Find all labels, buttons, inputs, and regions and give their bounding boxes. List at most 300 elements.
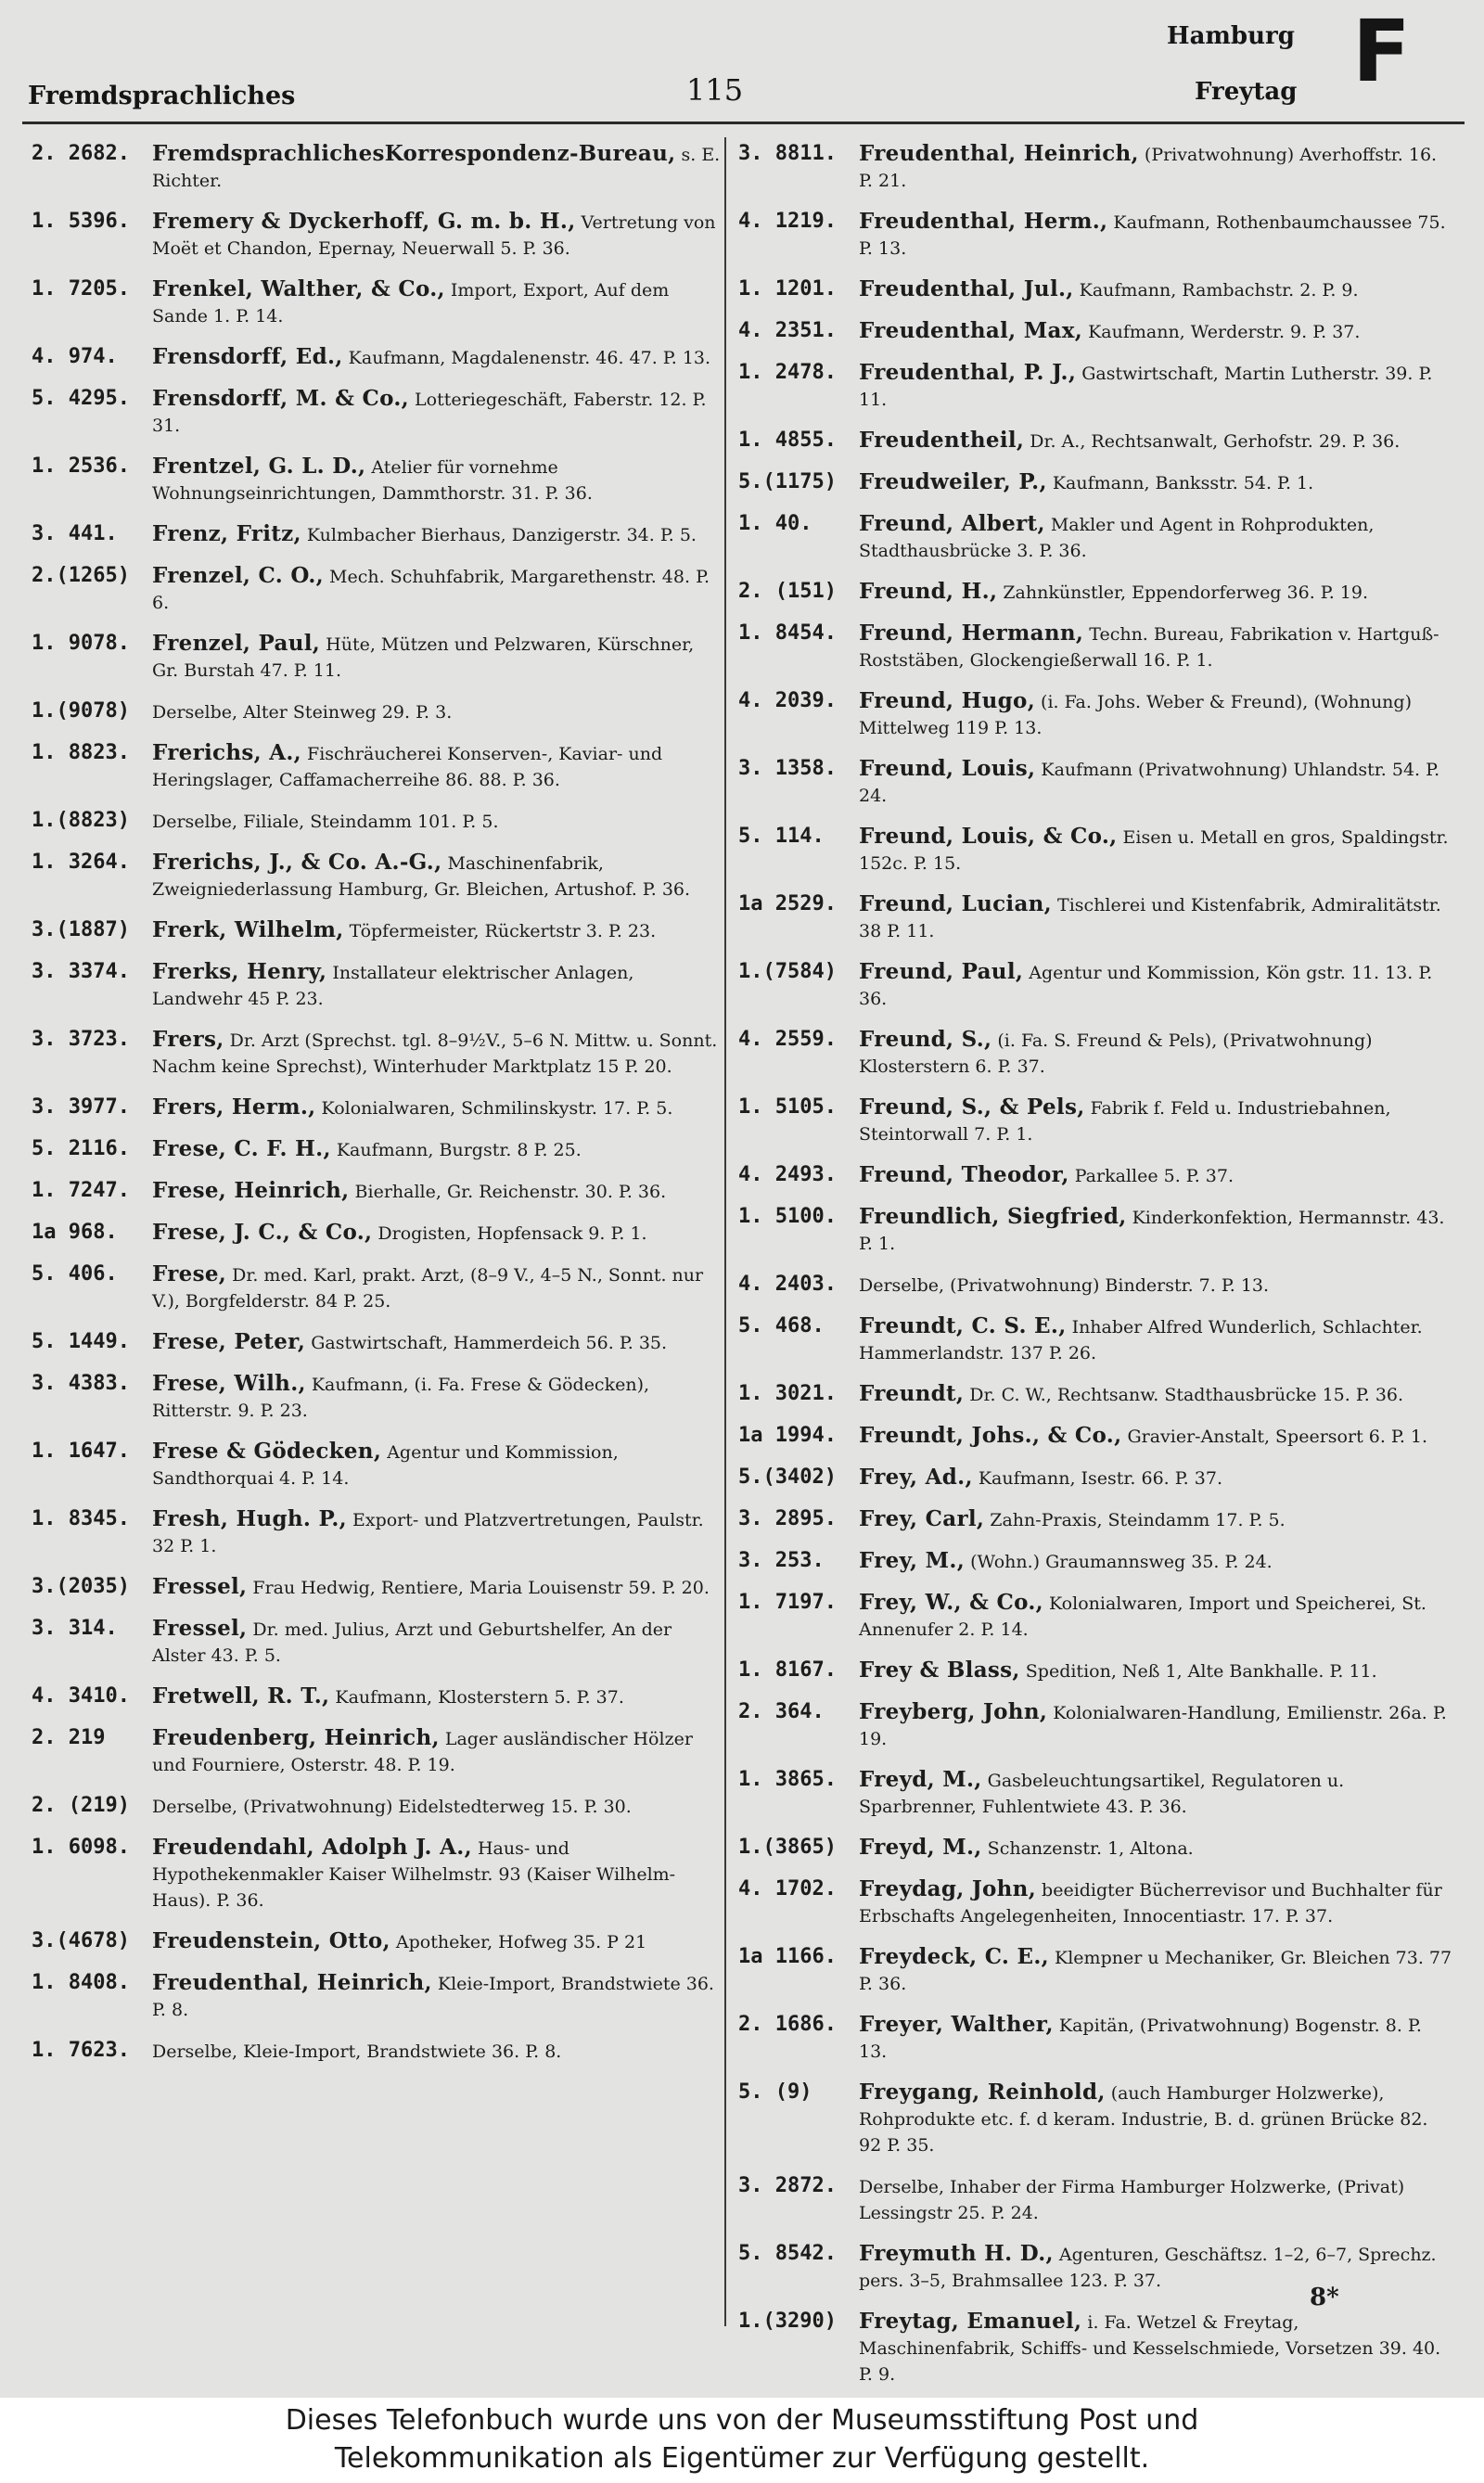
entry-body — [859, 141, 1452, 194]
phone-number: 2. 1686. — [738, 2013, 837, 2036]
entry-body — [859, 1204, 1452, 1257]
subscriber-name: Freygang, Reinhold, — [859, 2080, 1106, 2105]
phone-number: 1. 8823. — [32, 741, 130, 764]
subscriber-name: Frey, Ad., — [859, 1465, 973, 1490]
entry-body — [152, 959, 725, 1012]
subscriber-details: Agentur und Kommission, Kön gstr. 11. 13. P. 36. — [859, 963, 1433, 1009]
subscriber-details: Klempner u Mechaniker, Gr. Bleichen 73. 77 P. 36. — [859, 1948, 1452, 1994]
entry-body — [152, 1793, 725, 1820]
entry-body — [859, 1465, 1452, 1491]
subscriber-name: Freyd, M., — [859, 1767, 982, 1792]
subscriber-name: Frerichs, J., & Co. A.-G., — [152, 850, 442, 875]
listing-entry — [32, 386, 725, 439]
entry-body — [859, 2173, 1452, 2226]
listing-entry — [32, 276, 725, 329]
subscriber-details: Gastwirtschaft, Hammerdeich 56. P. 35. — [311, 1333, 668, 1353]
entry-body — [152, 1220, 725, 1247]
subscriber-details: Kaufmann, Burgstr. 8 P. 25. — [336, 1140, 582, 1160]
subscriber-details: Vertretung von Moët et Chandon, Epernay, Neuerwall 5. P. 36. — [152, 212, 716, 259]
phone-number: 1. 4855. — [738, 429, 837, 452]
entry-body — [859, 318, 1452, 345]
phone-number: 1. 5100. — [738, 1205, 837, 1228]
subscriber-name: Freyberg, John, — [859, 1699, 1048, 1724]
phone-number: 3. 4383. — [32, 1372, 130, 1395]
subscriber-details: Hüte, Mützen und Pelzwaren, Kürschner, Gr. Burstah 47. P. 11. — [152, 634, 695, 681]
subscriber-name: Fressel, — [152, 1574, 248, 1599]
listing-entry — [32, 344, 725, 371]
phone-number: 2. (219) — [32, 1794, 130, 1817]
subscriber-details: Derselbe, Kleie-Import, Brandstwiete 36. P. 8. — [152, 2041, 562, 2062]
listing-entry — [32, 1928, 725, 1955]
subscriber-name: Frensdorff, M. & Co., — [152, 386, 409, 411]
subscriber-name: Freudenthal, Jul., — [859, 276, 1074, 301]
subscriber-details: Makler und Agent in Rohprodukten, Stadthausbrücke 3. P. 36. — [859, 515, 1375, 561]
entry-body — [859, 360, 1452, 413]
entry-body — [859, 209, 1452, 262]
phone-number: 2. (151) — [738, 580, 837, 603]
entry-body — [859, 276, 1452, 303]
subscriber-name: Freund, Louis, — [859, 756, 1036, 781]
entry-body — [859, 579, 1452, 606]
listing-entry — [738, 1313, 1452, 1366]
subscriber-details: Kleie-Import, Brandstwiete 36. P. 8. — [152, 1974, 714, 2020]
subscriber-details: Haus- und Hypothekenmakler Kaiser Wilhelmstr. 93 (Kaiser Wilhelm-Haus). P. 36. — [152, 1838, 676, 1911]
entry-body — [152, 563, 725, 616]
listing-entry — [32, 209, 725, 262]
entry-body — [859, 1590, 1452, 1643]
subscriber-name: Frese & Gödecken, — [152, 1439, 382, 1464]
listing-entry — [738, 756, 1452, 809]
subscriber-name: Frers, — [152, 1027, 224, 1052]
listing-entry — [32, 1970, 725, 2023]
entry-body — [859, 1548, 1452, 1575]
subscriber-details: Dr. A., Rechtsanwalt, Gerhofstr. 29. P. 36. — [1030, 431, 1401, 452]
subscriber-details: s. E. Richter. — [152, 145, 721, 191]
subscriber-details: Mech. Schuhfabrik, Margarethenstr. 48. P. 6. — [152, 567, 710, 613]
subscriber-details: Kinderkonfektion, Hermannstr. 43. P. 1. — [859, 1208, 1445, 1254]
subscriber-name: Freundt, C. S. E., — [859, 1313, 1067, 1338]
phone-number: 1a 2529. — [738, 892, 837, 915]
listing-entry — [32, 808, 725, 835]
page-number: 115 — [686, 72, 744, 108]
subscriber-name: Freundt, — [859, 1381, 965, 1406]
listing-entry — [738, 1272, 1452, 1299]
listing-entry — [738, 1027, 1452, 1080]
subscriber-name: Frensdorff, Ed., — [152, 344, 343, 369]
entry-body — [152, 1371, 725, 1424]
entry-body — [152, 1506, 725, 1559]
subscriber-name: Freund, Louis, & Co., — [859, 824, 1118, 849]
phone-number: 1.(8823) — [32, 809, 130, 832]
entry-body — [152, 1094, 725, 1121]
listing-entry — [32, 1371, 725, 1424]
entry-body — [859, 756, 1452, 809]
listing-entry — [32, 959, 725, 1012]
entry-body — [859, 1657, 1452, 1684]
phone-number: 4. 2559. — [738, 1028, 837, 1051]
entry-body — [152, 1835, 725, 1913]
subscriber-name: Freymuth H. D., — [859, 2241, 1054, 2266]
subscriber-details: Zahnkünstler, Eppendorferweg 36. P. 19. — [1003, 582, 1368, 603]
entry-body — [152, 1439, 725, 1491]
entry-body — [152, 521, 725, 548]
phone-number: 1. 3264. — [32, 851, 130, 874]
phone-number: 1. 8345. — [32, 1507, 130, 1530]
subscriber-details: Apotheker, Hofweg 35. P 21 — [395, 1932, 647, 1952]
listing-entry — [738, 1767, 1452, 1820]
subscriber-details: Parkallee 5. P. 37. — [1074, 1166, 1235, 1186]
city-heading: Hamburg — [1167, 22, 1295, 50]
entry-body — [859, 1944, 1452, 1997]
listing-entry — [32, 631, 725, 684]
subscriber-name: Frey, W., & Co., — [859, 1590, 1043, 1615]
phone-number: 1. 8454. — [738, 621, 837, 645]
phone-number: 5. 114. — [738, 825, 825, 848]
subscriber-name: Freund, Theodor, — [859, 1162, 1069, 1187]
entry-body — [859, 2241, 1452, 2294]
phone-number: 1. 3865. — [738, 1768, 837, 1791]
phone-number: 5.(1175) — [738, 470, 837, 493]
subscriber-details: Kolonialwaren, Schmilinskystr. 17. P. 5. — [321, 1098, 673, 1119]
listing-entry — [32, 1439, 725, 1491]
entry-body — [152, 1616, 725, 1669]
subscriber-name: Frey & Blass, — [859, 1657, 1020, 1683]
entry-body — [859, 1506, 1452, 1533]
subscriber-name: Frese, Peter, — [152, 1329, 306, 1354]
entry-body — [859, 1876, 1452, 1929]
subscriber-name: Freyer, Walther, — [859, 2012, 1054, 2037]
listing-entry — [738, 1506, 1452, 1533]
subscriber-details: Fabrik f. Feld u. Industriebahnen, Steintorwall 7. P. 1. — [859, 1098, 1391, 1145]
listing-entry — [738, 141, 1452, 194]
entry-body — [152, 1136, 725, 1163]
entry-body — [859, 428, 1452, 454]
entry-body — [152, 2038, 725, 2065]
entry-body — [859, 1313, 1452, 1366]
subscriber-name: Frey, Carl, — [859, 1506, 985, 1531]
entry-body — [152, 386, 725, 439]
entry-body — [859, 621, 1452, 673]
subscriber-name: Freund, Paul, — [859, 959, 1024, 984]
subscriber-name: Freudendahl, Adolph J. A., — [152, 1835, 472, 1860]
subscriber-details: Dr. C. W., Rechtsanw. Stadthausbrücke 15. P. 36. — [969, 1385, 1404, 1405]
listing-entry — [738, 1590, 1452, 1643]
subscriber-details: i. Fa. Wetzel & Freytag, Maschinenfabrik, Schiffs- und Kesselschmiede, Vorsetzen 39. 40. P. 9. — [859, 2312, 1441, 2385]
listing-entry — [32, 563, 725, 616]
listing-entry — [738, 511, 1452, 564]
subscriber-details: Export- und Platzvertretungen, Paulstr. 32 P. 1. — [152, 1510, 704, 1556]
subscriber-name: Freydeck, C. E., — [859, 1944, 1049, 1969]
subscriber-name: Frenkel, Walther, & Co., — [152, 276, 445, 301]
listing-entry — [738, 469, 1452, 496]
phone-number: 3. 253. — [738, 1549, 825, 1572]
phone-number: 1.(3865) — [738, 1836, 837, 1859]
entry-body — [859, 891, 1452, 944]
subscriber-name: Frerks, Henry, — [152, 959, 327, 984]
listing-entry — [32, 1835, 725, 1913]
subscriber-details: Kaufmann, Klosterstern 5. P. 37. — [335, 1687, 624, 1708]
phone-number: 4. 2351. — [738, 319, 837, 342]
index-letter: F — [1352, 2, 1411, 101]
listing-entry — [738, 318, 1452, 345]
listing-entry — [32, 1616, 725, 1669]
subscriber-name: Freudentheil, — [859, 428, 1025, 453]
subscriber-name: Freudenberg, Heinrich, — [152, 1725, 440, 1750]
subscriber-details: Schanzenstr. 1, Altona. — [987, 1838, 1194, 1859]
phone-number: 4. 2493. — [738, 1163, 837, 1186]
listing-entry — [738, 2309, 1452, 2387]
subscriber-details: Agenturen, Geschäftsz. 1–2, 6–7, Sprechz. pers. 3–5, Brahmsallee 123. P. 37. — [859, 2245, 1437, 2291]
phone-number: 3. 3374. — [32, 960, 130, 983]
entry-body — [152, 1574, 725, 1601]
subscriber-details: Kaufmann, Rothenbaumchaussee 75. P. 13. — [859, 212, 1446, 259]
listing-entry — [32, 1094, 725, 1121]
section-title: Fremdsprachliches — [28, 82, 296, 110]
subscriber-name: Frers, Herm., — [152, 1094, 316, 1120]
subscriber-details: Agentur und Kommission, Sandthorquai 4. P. 14. — [152, 1442, 619, 1489]
page-mark: 8* — [1310, 2284, 1339, 2311]
phone-number: 3.(4678) — [32, 1929, 130, 1952]
subscriber-details: Derselbe, Alter Steinweg 29. P. 3. — [152, 702, 453, 723]
phone-number: 2.(1265) — [32, 564, 130, 587]
subscriber-name: Freydag, John, — [859, 1876, 1036, 1901]
subscriber-details: Import, Export, Auf dem Sande 1. P. 14. — [152, 280, 670, 326]
subscriber-details: Gasbeleuchtungsartikel, Regulatoren u. Sparbrenner, Fuhlentwiete 43. P. 36. — [859, 1771, 1345, 1817]
left-column — [32, 141, 725, 2080]
subscriber-details: (i. Fa. Johs. Weber & Freund), (Wohnung) Mittelweg 119 P. 13. — [859, 692, 1412, 738]
entry-body — [859, 1699, 1452, 1752]
subscriber-details: (auch Hamburger Holzwerke), Rohprodukte etc. f. d keram. Industrie, B. d. grünen Brücke 82. 92 P. 35. — [859, 2083, 1428, 2156]
listing-entry — [32, 454, 725, 506]
subscriber-details: Kaufmann, Banksstr. 54. P. 1. — [1052, 473, 1314, 493]
subscriber-name: Freund, Hugo, — [859, 688, 1035, 713]
phone-number: 2. 219 — [32, 1726, 106, 1749]
subscriber-details: Kapitän, (Privatwohnung) Bogenstr. 8. P. 13. — [859, 2016, 1422, 2062]
phone-number: 4. 1702. — [738, 1877, 837, 1901]
phone-number: 1. 6098. — [32, 1836, 130, 1859]
subscriber-details: Kaufmann, Rambachstr. 2. P. 9. — [1079, 280, 1359, 301]
listing-entry — [738, 579, 1452, 606]
entry-body — [859, 1423, 1452, 1450]
entry-body — [152, 1027, 725, 1080]
listing-entry — [738, 2173, 1452, 2226]
entry-body — [859, 959, 1452, 1012]
subscriber-name: Freundt, Johs., & Co., — [859, 1423, 1122, 1448]
subscriber-name: Frese, J. C., & Co., — [152, 1220, 373, 1245]
phone-number: 1. 5105. — [738, 1095, 837, 1119]
subscriber-name: Freytag, Emanuel, — [859, 2309, 1082, 2334]
subscriber-name: Frentzel, G. L. D., — [152, 454, 366, 479]
listing-entry — [32, 1178, 725, 1205]
entry-body — [859, 824, 1452, 877]
subscriber-details: Kaufmann, Werderstr. 9. P. 37. — [1088, 322, 1361, 342]
listing-entry — [32, 917, 725, 944]
subscriber-details: Eisen u. Metall en gros, Spaldingstr. 152c. P. 15. — [859, 827, 1449, 874]
subscriber-details: Kaufmann (Privatwohnung) Uhlandstr. 54. P. 24. — [859, 760, 1440, 806]
subscriber-name: Fressel, — [152, 1616, 248, 1641]
entry-body — [152, 631, 725, 684]
phone-number: 1. 8167. — [738, 1658, 837, 1682]
subscriber-details: Inhaber Alfred Wunderlich, Schlachter. Hammerlandstr. 137 P. 26. — [859, 1317, 1423, 1363]
phone-number: 3. 314. — [32, 1617, 118, 1640]
listing-entry — [32, 2038, 725, 2065]
listing-entry — [738, 1699, 1452, 1752]
phone-number: 1a 1994. — [738, 1424, 837, 1447]
listing-entry — [32, 850, 725, 902]
footer-line-1: Dieses Telefonbuch wurde uns von der Museumsstiftung Post und — [285, 2404, 1199, 2437]
entry-body — [152, 808, 725, 835]
entry-body — [152, 698, 725, 725]
listing-entry — [738, 959, 1452, 1012]
subscriber-details: Dr. med. Karl, prakt. Arzt, (8–9 V., 4–5 N., Sonnt. nur V.), Borgfelderstr. 84 P. 25. — [152, 1265, 704, 1312]
phone-number: 1. 40. — [738, 512, 812, 535]
subscriber-details: Töpfermeister, Rückertstr 3. P. 23. — [349, 921, 657, 941]
subscriber-details: Techn. Bureau, Fabrikation v. Hartguß-Roststäben, Glockengießerwall 16. P. 1. — [859, 624, 1439, 671]
phone-number: 4. 3410. — [32, 1684, 130, 1708]
phone-number: 1.(7584) — [738, 960, 837, 983]
listing-entry — [738, 360, 1452, 413]
listing-entry — [738, 1381, 1452, 1408]
entry-body — [859, 2012, 1452, 2065]
phone-number: 1. 1647. — [32, 1440, 130, 1463]
listing-entry — [32, 141, 725, 194]
listing-entry — [738, 621, 1452, 673]
subscriber-name: Freudenthal, Heinrich, — [859, 141, 1139, 166]
right-column — [738, 141, 1452, 2402]
listing-entry — [738, 428, 1452, 454]
entry-body — [152, 1178, 725, 1205]
entry-body — [859, 1381, 1452, 1408]
listing-entry — [738, 2241, 1452, 2294]
listing-entry — [32, 521, 725, 548]
entry-body — [859, 469, 1452, 496]
entry-body — [859, 1272, 1452, 1299]
subscriber-name: Freudenthal, P. J., — [859, 360, 1077, 385]
listing-entry — [738, 1094, 1452, 1147]
subscriber-name: Freudenthal, Heinrich, — [152, 1970, 432, 1995]
subscriber-name: Freyd, M., — [859, 1835, 982, 1860]
subscriber-details: Tischlerei und Kistenfabrik, Admiralitätstr. 38 P. 11. — [859, 895, 1441, 941]
subscriber-name: Fretwell, R. T., — [152, 1683, 330, 1709]
ownership-footer — [0, 2398, 1484, 2483]
listing-entry — [738, 1162, 1452, 1189]
entry-body — [152, 1683, 725, 1710]
subscriber-details: (i. Fa. S. Freund & Pels), (Privatwohnung) Klosterstern 6. P. 37. — [859, 1030, 1373, 1077]
phone-number: 1. 1201. — [738, 277, 837, 301]
phone-number: 3.(2035) — [32, 1575, 130, 1598]
subscriber-details: Dr. med. Julius, Arzt und Geburtshelfer, An der Alster 43. P. 5. — [152, 1619, 672, 1666]
phone-number: 1a 968. — [32, 1221, 118, 1244]
subscriber-name: Freund, H., — [859, 579, 998, 604]
phone-number: 4. 2403. — [738, 1273, 837, 1296]
subscriber-details: (Wohn.) Graumannsweg 35. P. 24. — [970, 1552, 1273, 1572]
listing-entry — [738, 2080, 1452, 2158]
listing-entry — [738, 1548, 1452, 1575]
phone-number: 1. 2536. — [32, 454, 130, 478]
subscriber-details: beeidigter Bücherrevisor und Buchhalter für Erbschafts Angelegenheiten, Innocentiastr. 17. P. 37. — [859, 1880, 1442, 1926]
subscriber-name: Frese, Wilh., — [152, 1371, 306, 1396]
phone-number: 1. 7247. — [32, 1179, 130, 1202]
listing-entry — [738, 2012, 1452, 2065]
phone-number: 3. 1358. — [738, 757, 837, 780]
listing-entry — [738, 1835, 1452, 1862]
listing-entry — [738, 1204, 1452, 1257]
entry-body — [859, 2309, 1452, 2387]
subscriber-name: Frerichs, A., — [152, 740, 301, 765]
subscriber-details: (Privatwohnung) Averhoffstr. 16. P. 21. — [859, 145, 1438, 191]
listing-entry — [32, 1220, 725, 1247]
subscriber-name: Freund, S., & Pels, — [859, 1094, 1085, 1120]
subscriber-name: Freundlich, Siegfried, — [859, 1204, 1127, 1229]
subscriber-details: Fischräucherei Konserven-, Kaviar- und Heringslager, Caffamacherreihe 86. 88. P. 36. — [152, 744, 663, 790]
entry-body — [152, 276, 725, 329]
phone-number: 4. 1219. — [738, 210, 837, 233]
phone-number: 3. 3723. — [32, 1028, 130, 1051]
subscriber-details: Gastwirtschaft, Martin Lutherstr. 39. P. 11. — [859, 364, 1433, 410]
entry-body — [152, 141, 725, 194]
listing-entry — [32, 1329, 725, 1356]
subscriber-details: Atelier für vornehme Wohnungseinrichtungen, Dammthorstr. 31. P. 36. — [152, 457, 593, 504]
subscriber-details: Kolonialwaren, Import und Speicherei, St. Annenufer 2. P. 14. — [859, 1593, 1426, 1640]
subscriber-details: Gravier-Anstalt, Speersort 6. P. 1. — [1127, 1427, 1428, 1447]
phone-number: 3. 2872. — [738, 2174, 837, 2197]
phone-number: 1. 3021. — [738, 1382, 837, 1405]
subscriber-name: Freudenthal, Max, — [859, 318, 1083, 343]
listing-entry — [32, 740, 725, 793]
subscriber-name: Freund, S., — [859, 1027, 992, 1052]
subscriber-name: Frese, C. F. H., — [152, 1136, 331, 1161]
name-range-heading: Freytag — [1195, 78, 1298, 106]
header-rule — [22, 122, 1465, 124]
entry-body — [859, 1767, 1452, 1820]
subscriber-name: Fremery & Dyckerhoff, G. m. b. H., — [152, 209, 576, 234]
subscriber-details: Drogisten, Hopfensack 9. P. 1. — [377, 1223, 647, 1244]
phone-number: 5. 406. — [32, 1262, 118, 1286]
subscriber-details: Kaufmann, Magdalenenstr. 46. 47. P. 13. — [348, 348, 711, 368]
phone-number: 1. 8408. — [32, 1971, 130, 1994]
phone-number: 5.(3402) — [738, 1465, 837, 1489]
entry-body — [859, 1094, 1452, 1147]
listing-entry — [32, 1506, 725, 1559]
phone-number: 1. 2478. — [738, 361, 837, 384]
listing-entry — [32, 1574, 725, 1601]
phone-number: 3. 8811. — [738, 142, 837, 165]
entry-body — [152, 209, 725, 262]
subscriber-name: Fresh, Hugh. P., — [152, 1506, 347, 1531]
phone-number: 3. 441. — [32, 522, 118, 545]
listing-entry — [32, 1261, 725, 1314]
entry-body — [152, 850, 725, 902]
subscriber-details: Kaufmann, Isestr. 66. P. 37. — [978, 1468, 1222, 1489]
listing-entry — [738, 1944, 1452, 1997]
phone-number: 2. 364. — [738, 1700, 825, 1723]
subscriber-details: Spedition, Neß 1, Alte Bankhalle. P. 11. — [1025, 1661, 1377, 1682]
listing-entry — [738, 209, 1452, 262]
subscriber-details: Kulmbacher Bierhaus, Danzigerstr. 34. P. 5. — [306, 525, 697, 545]
phone-number: 1. 9078. — [32, 632, 130, 655]
phone-number: 1.(9078) — [32, 699, 130, 723]
subscriber-name: Frenz, Fritz, — [152, 521, 301, 546]
entry-body — [859, 2080, 1452, 2158]
phone-number: 1. 7205. — [32, 277, 130, 301]
listing-entry — [32, 1793, 725, 1820]
phone-number: 1. 7197. — [738, 1591, 837, 1614]
listing-entry — [32, 1027, 725, 1080]
subscriber-details: Zahn-Praxis, Steindamm 17. P. 5. — [990, 1510, 1286, 1530]
entry-body — [859, 1027, 1452, 1080]
subscriber-name: Freudenstein, Otto, — [152, 1928, 390, 1953]
phone-number: 3. 3977. — [32, 1095, 130, 1119]
